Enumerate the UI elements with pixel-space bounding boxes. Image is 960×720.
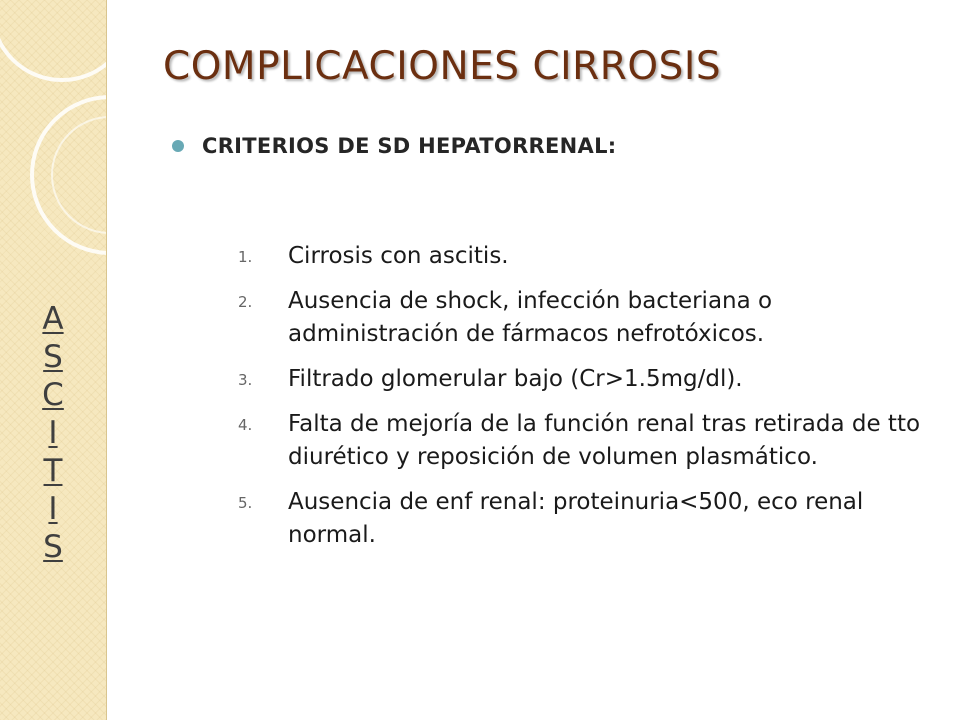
letter-6: I bbox=[48, 491, 58, 527]
list-item bbox=[238, 240, 938, 273]
item-text: Ausencia de shock, infección bacteriana o administración de fármacos nefrotóxicos. bbox=[288, 288, 773, 347]
bullet-text: CRITERIOS DE SD HEPATORRENAL: bbox=[202, 134, 617, 158]
vertical-word-ascitis bbox=[0, 300, 106, 566]
item-text: Filtrado glomerular bajo (Cr>1.5mg/dl). bbox=[288, 366, 743, 392]
letter-2: S bbox=[43, 339, 63, 375]
item-number: 2. bbox=[238, 293, 253, 311]
bullet-heading bbox=[172, 134, 616, 158]
criteria-list bbox=[238, 240, 938, 564]
bullet-dot-icon bbox=[172, 140, 184, 152]
list-item bbox=[238, 408, 938, 474]
letter-5: T bbox=[43, 453, 63, 489]
item-text: Falta de mejoría de la función renal tras retirada de tto diurético y reposición de volumen plasmático. bbox=[288, 411, 921, 470]
sidebar-panel bbox=[0, 0, 107, 720]
list-item bbox=[238, 363, 938, 396]
letter-3: C bbox=[42, 377, 64, 413]
item-number: 4. bbox=[238, 416, 253, 434]
item-number: 3. bbox=[238, 371, 253, 389]
slide-title: COMPLICACIONES CIRROSIS bbox=[163, 44, 722, 89]
list-item bbox=[238, 285, 938, 351]
item-text: Ausencia de enf renal: proteinuria<500, eco renal normal. bbox=[288, 489, 864, 548]
item-number: 5. bbox=[238, 494, 253, 512]
item-number: 1. bbox=[238, 248, 253, 266]
item-text: Cirrosis con ascitis. bbox=[288, 243, 509, 269]
list-item bbox=[238, 486, 938, 552]
letter-7: S bbox=[43, 529, 63, 565]
letter-4: I bbox=[48, 415, 58, 451]
letter-1: A bbox=[42, 301, 64, 337]
